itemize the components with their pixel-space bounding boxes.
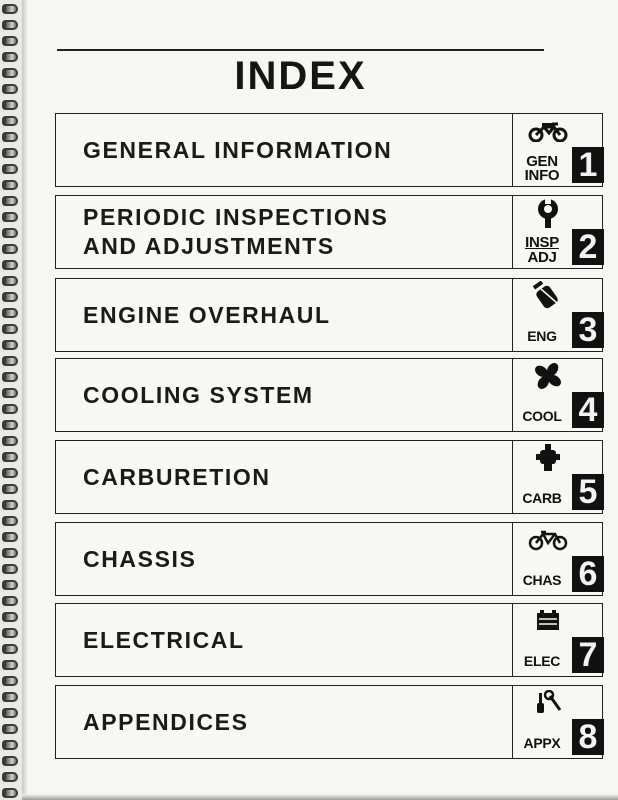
spiral-coil [2, 788, 18, 798]
spiral-coil [2, 580, 18, 590]
entry-label-line: GENERAL INFORMATION [83, 136, 393, 163]
entry-label-line: ENGINE OVERHAUL [83, 301, 331, 328]
spiral-coil [2, 548, 18, 558]
piston-icon [513, 281, 583, 311]
spiral-coil [2, 676, 18, 686]
battery-icon [513, 606, 583, 636]
spiral-coil [2, 148, 18, 158]
entry-label-line: PERIODIC INSPECTIONS [83, 204, 389, 230]
spiral-coil [2, 100, 18, 110]
page-bottom-edge [22, 794, 618, 800]
spiral-coil [2, 180, 18, 190]
abbr-line: INSP [525, 234, 559, 251]
entry-label [83, 279, 331, 351]
wrench-icon [513, 198, 583, 228]
carburetor-icon [513, 443, 583, 473]
spiral-coil [2, 564, 18, 574]
section-number: 4 [572, 392, 604, 428]
entry-label-line: APPENDICES [83, 708, 249, 735]
entry-label [83, 359, 314, 431]
abbr-line: CARB [522, 490, 562, 506]
spiral-coil [2, 36, 18, 46]
page-title: INDEX [234, 54, 367, 98]
section-tab-8[interactable] [512, 685, 604, 759]
entry-label-line: CARBURETION [83, 463, 271, 490]
spiral-coil [2, 404, 18, 414]
top-rule [57, 49, 544, 51]
spiral-coil [2, 740, 18, 750]
spiral-coil [2, 84, 18, 94]
tab-abbreviation [516, 719, 568, 755]
section-number: 2 [572, 229, 604, 265]
section-tab-3[interactable] [512, 278, 604, 352]
tab-abbreviation [516, 151, 568, 183]
abbr-line: GEN [526, 153, 558, 170]
spiral-coil [2, 772, 18, 782]
spiral-coil [2, 388, 18, 398]
entry-label [83, 196, 388, 268]
spiral-coil [2, 340, 18, 350]
spiral-coil [2, 420, 18, 430]
spiral-coil [2, 468, 18, 478]
tab-abbreviation [516, 474, 568, 510]
spiral-coil [2, 308, 18, 318]
spiral-coil [2, 260, 18, 270]
index-entry-periodic-inspections[interactable] [55, 195, 603, 269]
entry-label-line: CHASSIS [83, 545, 197, 572]
index-entry-chassis[interactable] [55, 522, 603, 596]
spiral-coil [2, 724, 18, 734]
section-tab-6[interactable] [512, 522, 604, 596]
spiral-coil [2, 164, 18, 174]
index-entry-general-information[interactable] [55, 113, 603, 187]
tab-abbreviation [516, 637, 568, 673]
tab-abbreviation [516, 556, 568, 592]
spiral-coil [2, 228, 18, 238]
spiral-coil [2, 372, 18, 382]
entry-label [83, 523, 196, 595]
spiral-coil [2, 756, 18, 766]
entry-label [83, 114, 392, 186]
spiral-coil [2, 644, 18, 654]
abbr-line: CHAS [522, 572, 562, 588]
abbr-line: APPX [523, 735, 561, 751]
spiral-coil [2, 612, 18, 622]
section-tab-7[interactable] [512, 603, 604, 677]
index-entry-cooling-system[interactable] [55, 358, 603, 432]
tab-abbreviation [516, 392, 568, 428]
spiral-coil [2, 708, 18, 718]
spiral-coil [2, 276, 18, 286]
abbr-line: COOL [522, 408, 562, 424]
section-number: 3 [572, 312, 604, 348]
section-tab-5[interactable] [512, 440, 604, 514]
spiral-coil [2, 212, 18, 222]
abbr-line: ENG [527, 328, 557, 344]
spiral-coil [2, 4, 18, 14]
section-tab-2[interactable] [512, 195, 604, 269]
spiral-coil [2, 324, 18, 334]
spiral-coil [2, 500, 18, 510]
spiral-coil [2, 436, 18, 446]
spiral-coil [2, 356, 18, 366]
tools-icon [513, 688, 583, 718]
abbr-line: ELEC [523, 653, 561, 669]
spiral-binding [0, 0, 22, 800]
spiral-coil [2, 452, 18, 462]
spiral-coil [2, 292, 18, 302]
entry-label-line: COOLING SYSTEM [83, 381, 314, 408]
spiral-coil [2, 20, 18, 30]
spiral-coil [2, 692, 18, 702]
spiral-coil [2, 244, 18, 254]
spiral-coil [2, 116, 18, 126]
abbr-line: INFO [524, 167, 560, 184]
section-tab-4[interactable] [512, 358, 604, 432]
spiral-coil [2, 484, 18, 494]
section-number: 8 [572, 719, 604, 755]
fan-icon [513, 361, 583, 391]
index-entry-appendices[interactable] [55, 685, 603, 759]
entry-label [83, 604, 245, 676]
spiral-coil [2, 516, 18, 526]
section-tab-1[interactable] [512, 113, 604, 187]
spiral-coil [2, 196, 18, 206]
section-number: 7 [572, 637, 604, 673]
motorcycle-icon [513, 116, 583, 146]
spiral-coil [2, 68, 18, 78]
entry-label-line: ELECTRICAL [83, 626, 245, 653]
entry-label-line: AND ADJUSTMENTS [83, 233, 335, 259]
tab-abbreviation [516, 233, 568, 265]
tab-abbreviation [516, 312, 568, 348]
spiral-coil [2, 532, 18, 542]
spiral-coil [2, 596, 18, 606]
index-entry-carburetion[interactable] [55, 440, 603, 514]
index-entry-engine-overhaul[interactable] [55, 278, 603, 352]
spiral-coil [2, 52, 18, 62]
entry-label [83, 441, 271, 513]
section-number: 5 [572, 474, 604, 510]
index-entry-electrical[interactable] [55, 603, 603, 677]
abbr-line: ADJ [527, 249, 557, 266]
section-number: 1 [572, 147, 604, 183]
spiral-coil [2, 132, 18, 142]
bicycle-frame-icon [513, 525, 583, 555]
spiral-coil [2, 628, 18, 638]
entry-label [83, 686, 249, 758]
section-number: 6 [572, 556, 604, 592]
page-shadow [22, 0, 28, 800]
spiral-coil [2, 660, 18, 670]
